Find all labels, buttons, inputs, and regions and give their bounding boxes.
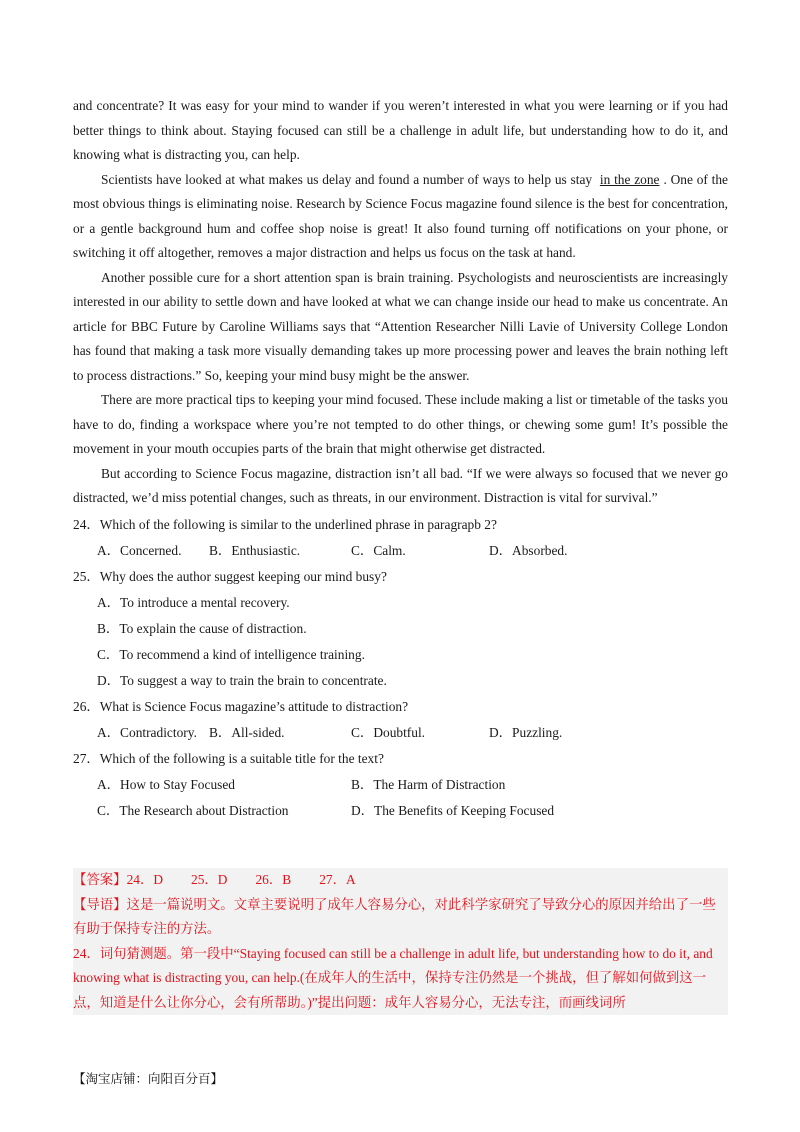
options-row	[73, 720, 728, 746]
option-c: C．To recommend a kind of intelligence training.	[97, 646, 365, 662]
option-a: A．Contradictory.	[97, 724, 197, 740]
question-26	[73, 694, 728, 746]
option-a: A．To introduce a mental recovery.	[97, 594, 290, 610]
p2-after: . One of the most obvious things is eliminating noise. Research by Science Focus magazine found silence is the best for concentration, or a gentle background hum and coffee shop noise is great! It also found turning off notifications on your phone, or switching it off altogether, removes a major distraction and helps us focus on the task at hand.	[73, 171, 728, 260]
guide-text: 【导语】这是一篇说明文。文章主要说明了成年人容易分心，对此科学家研究了导致分心的原因并给出了一些有助于保持专注的方法。	[73, 896, 716, 936]
passage-body	[73, 94, 728, 824]
option-d: D．Absorbed.	[489, 542, 568, 558]
question-27	[73, 746, 728, 824]
passage-paragraph-5: But according to Science Focus magazine, distraction isn’t all bad. “If we were always so focused that we never go distracted, we’d miss potential changes, such as threats, in our environment. Distraction is vital for survival.”	[73, 465, 728, 505]
option-b: B．All-sided.	[209, 724, 285, 740]
option-d: D．To suggest a way to train the brain to concentrate.	[97, 672, 387, 688]
footer-shop-label: 【淘宝店铺：向阳百分百】	[73, 1071, 224, 1086]
answer-24: 24．D	[126, 872, 164, 887]
option-b: B．Enthusiastic.	[209, 542, 301, 558]
question-25	[73, 564, 728, 694]
answer-analysis-box	[73, 868, 728, 1015]
options-row	[73, 772, 728, 798]
option-c: C．Doubtful.	[351, 724, 426, 740]
option-c: C．The Research about Distraction	[97, 802, 289, 818]
option-a: A．Concerned.	[97, 542, 182, 558]
passage-paragraph-2	[73, 168, 728, 266]
answer-26: 26．B	[255, 872, 292, 887]
answer-line	[73, 868, 728, 893]
option-a: A．How to Stay Focused	[97, 776, 235, 792]
option-b: B．The Harm of Distraction	[351, 776, 506, 792]
answer-27: 27．A	[319, 872, 356, 887]
question-stem: 25．Why does the author suggest keeping our mind busy?	[73, 568, 387, 584]
options-row	[73, 798, 728, 824]
underlined-phrase: in the zone	[599, 171, 660, 187]
passage-paragraph-1: and concentrate? It was easy for your mind to wander if you weren’t interested in what you were learning or if you had better things to think about. Staying focused can still be a challenge in adult life, but understanding how to do it, and knowing what is distracting you, can help.	[73, 98, 728, 162]
answer-label: 【答案】	[73, 872, 127, 887]
passage-paragraph-3: Another possible cure for a short attention span is brain training. Psychologists and neuroscientists are increasingly interested in our ability to settle down and have looked at what we can change inside our head to make us concentrate. An article for BBC Future by Caroline Williams says that “Attention Researcher Nilli Lavie of University College London has found that making a task more visually demanding takes up more processing power and leaves the brain nothing left to process distractions.” So, keeping your mind busy might be the answer.	[73, 269, 728, 383]
question-24	[73, 512, 728, 564]
passage-paragraph-4: There are more practical tips to keeping your mind focused. These include making a list or timetable of the tasks you have to do, finding a workspace where you’re not tempted to do other things, or chewing some gum! It’s possible the movement in your mouth occupies parts of the brain that might otherwise get distracted.	[73, 392, 728, 456]
options-row	[73, 538, 728, 564]
question-stem: 24．Which of the following is similar to the underlined phrase in paragrapb 2?	[73, 516, 497, 532]
question-stem: 26．What is Science Focus magazine’s attitude to distraction?	[73, 698, 409, 714]
option-c: C．Calm.	[351, 542, 406, 558]
analysis-24: 24．词句猜测题。第一段中“Staying focused can still be a challenge in adult life, but understanding how to do it, and knowing what is distracting you, can help.(在成年人的生活中，保持专注仍然是一个挑战，但了解如何做到这一点，知道是什么让你分心，会有所帮助。)”提出问题：成年人容易分心，无法专注，而画线词所	[73, 945, 713, 1010]
option-d: D．The Benefits of Keeping Focused	[351, 802, 555, 818]
answer-25: 25．D	[191, 872, 228, 887]
p2-before: Scientists have looked at what makes us delay and found a number of ways to help us stay	[101, 171, 593, 187]
option-d: D．Puzzling.	[489, 724, 563, 740]
option-b: B．To explain the cause of distraction.	[97, 620, 307, 636]
question-stem: 27．Which of the following is a suitable title for the text?	[73, 750, 384, 766]
